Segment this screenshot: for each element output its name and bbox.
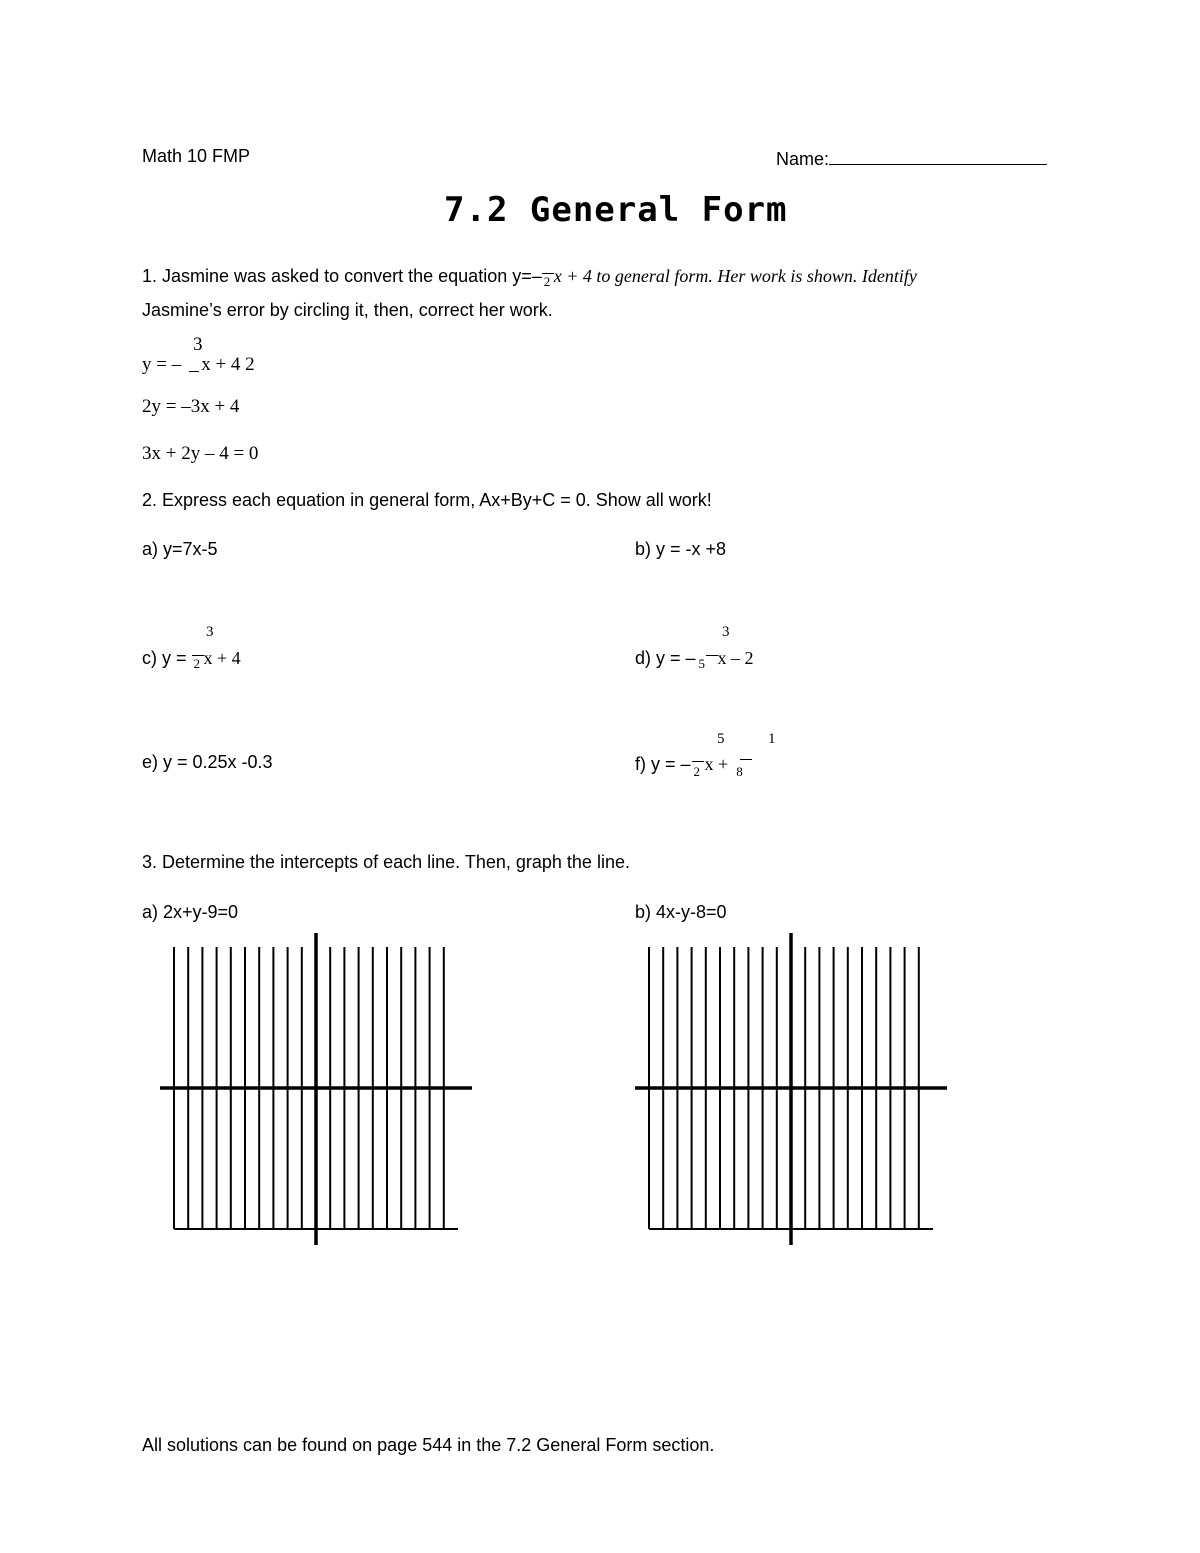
q2-f-fraction-1 xyxy=(691,752,705,779)
q2-instruction: 2. Express each equation in general form, Ax+By+C = 0. Show all work! xyxy=(142,490,712,510)
name-field[interactable] xyxy=(776,146,1047,170)
q3-instruction: 3. Determine the intercepts of each line. Then, graph the line. xyxy=(142,852,630,872)
q2-d xyxy=(635,646,754,669)
q1-step1-a: y = – xyxy=(142,354,182,375)
q2-f-denominator-2: 8 xyxy=(736,764,743,779)
q2-e: e) y = 0.25x -0.3 xyxy=(142,752,273,772)
graph-grid-a[interactable] xyxy=(150,925,480,1250)
q2-b: b) y = -x +8 xyxy=(635,539,727,559)
q2-d-label: d) y = – xyxy=(635,648,696,668)
q2-c-fraction xyxy=(192,646,204,671)
course-label: Math 10 FMP xyxy=(142,146,251,166)
q2-c-numerator: 3 xyxy=(206,624,214,640)
q2-f-numerator-1: 5 xyxy=(717,731,725,747)
footer-note: All solutions can be found on page 544 in the 7.2 General Form section. xyxy=(142,1435,715,1455)
q1-step1 xyxy=(142,354,255,376)
q2-d-fraction xyxy=(696,646,718,671)
q1-instruction-line2: Jasmine’s error by circling it, then, correct her work. xyxy=(142,300,553,320)
q3-b: b) 4x-y-8=0 xyxy=(635,902,727,922)
q2-c-denominator: 2 xyxy=(193,656,201,671)
q1-step2: 2y = –3x + 4 xyxy=(142,396,240,417)
name-label: Name: xyxy=(776,149,830,169)
q2-f-label: f) y = – xyxy=(635,754,691,774)
q2-d-rest: x – 2 xyxy=(717,648,754,668)
q2-d-denominator: 5 xyxy=(698,656,706,671)
q2-f-numerator-2: 1 xyxy=(768,731,776,747)
graph-grid-b[interactable] xyxy=(625,925,955,1250)
q2-f xyxy=(635,752,752,779)
page-title: 7.2 General Form xyxy=(444,190,788,230)
q2-f-fraction-2 xyxy=(728,752,752,779)
q1-intro-a: 1. Jasmine was asked to convert the equation y=– xyxy=(142,266,542,286)
q3-a: a) 2x+y-9=0 xyxy=(142,902,239,922)
q2-a: a) y=7x-5 xyxy=(142,539,218,559)
q1-step1-bar xyxy=(189,371,199,372)
q1-intro-b: x + 4 to general form. Her work is shown. Identify xyxy=(553,266,917,286)
q1-step1-b: x + 4 2 xyxy=(201,354,255,375)
q1-fraction-den: 2 xyxy=(543,274,551,289)
name-blank[interactable] xyxy=(829,146,1047,165)
q2-f-mid: x + xyxy=(704,754,729,774)
q1-step1-numerator: 3 xyxy=(193,334,203,355)
q1-instruction xyxy=(142,264,917,287)
q2-c-rest: x + 4 xyxy=(203,648,241,668)
q2-c xyxy=(142,646,241,669)
q2-f-denominator-1: 2 xyxy=(693,764,701,779)
q1-step3: 3x + 2y – 4 = 0 xyxy=(142,443,259,464)
q2-d-numerator: 3 xyxy=(722,624,730,640)
q1-fraction xyxy=(542,264,554,289)
q2-c-label: c) y = xyxy=(142,648,192,668)
